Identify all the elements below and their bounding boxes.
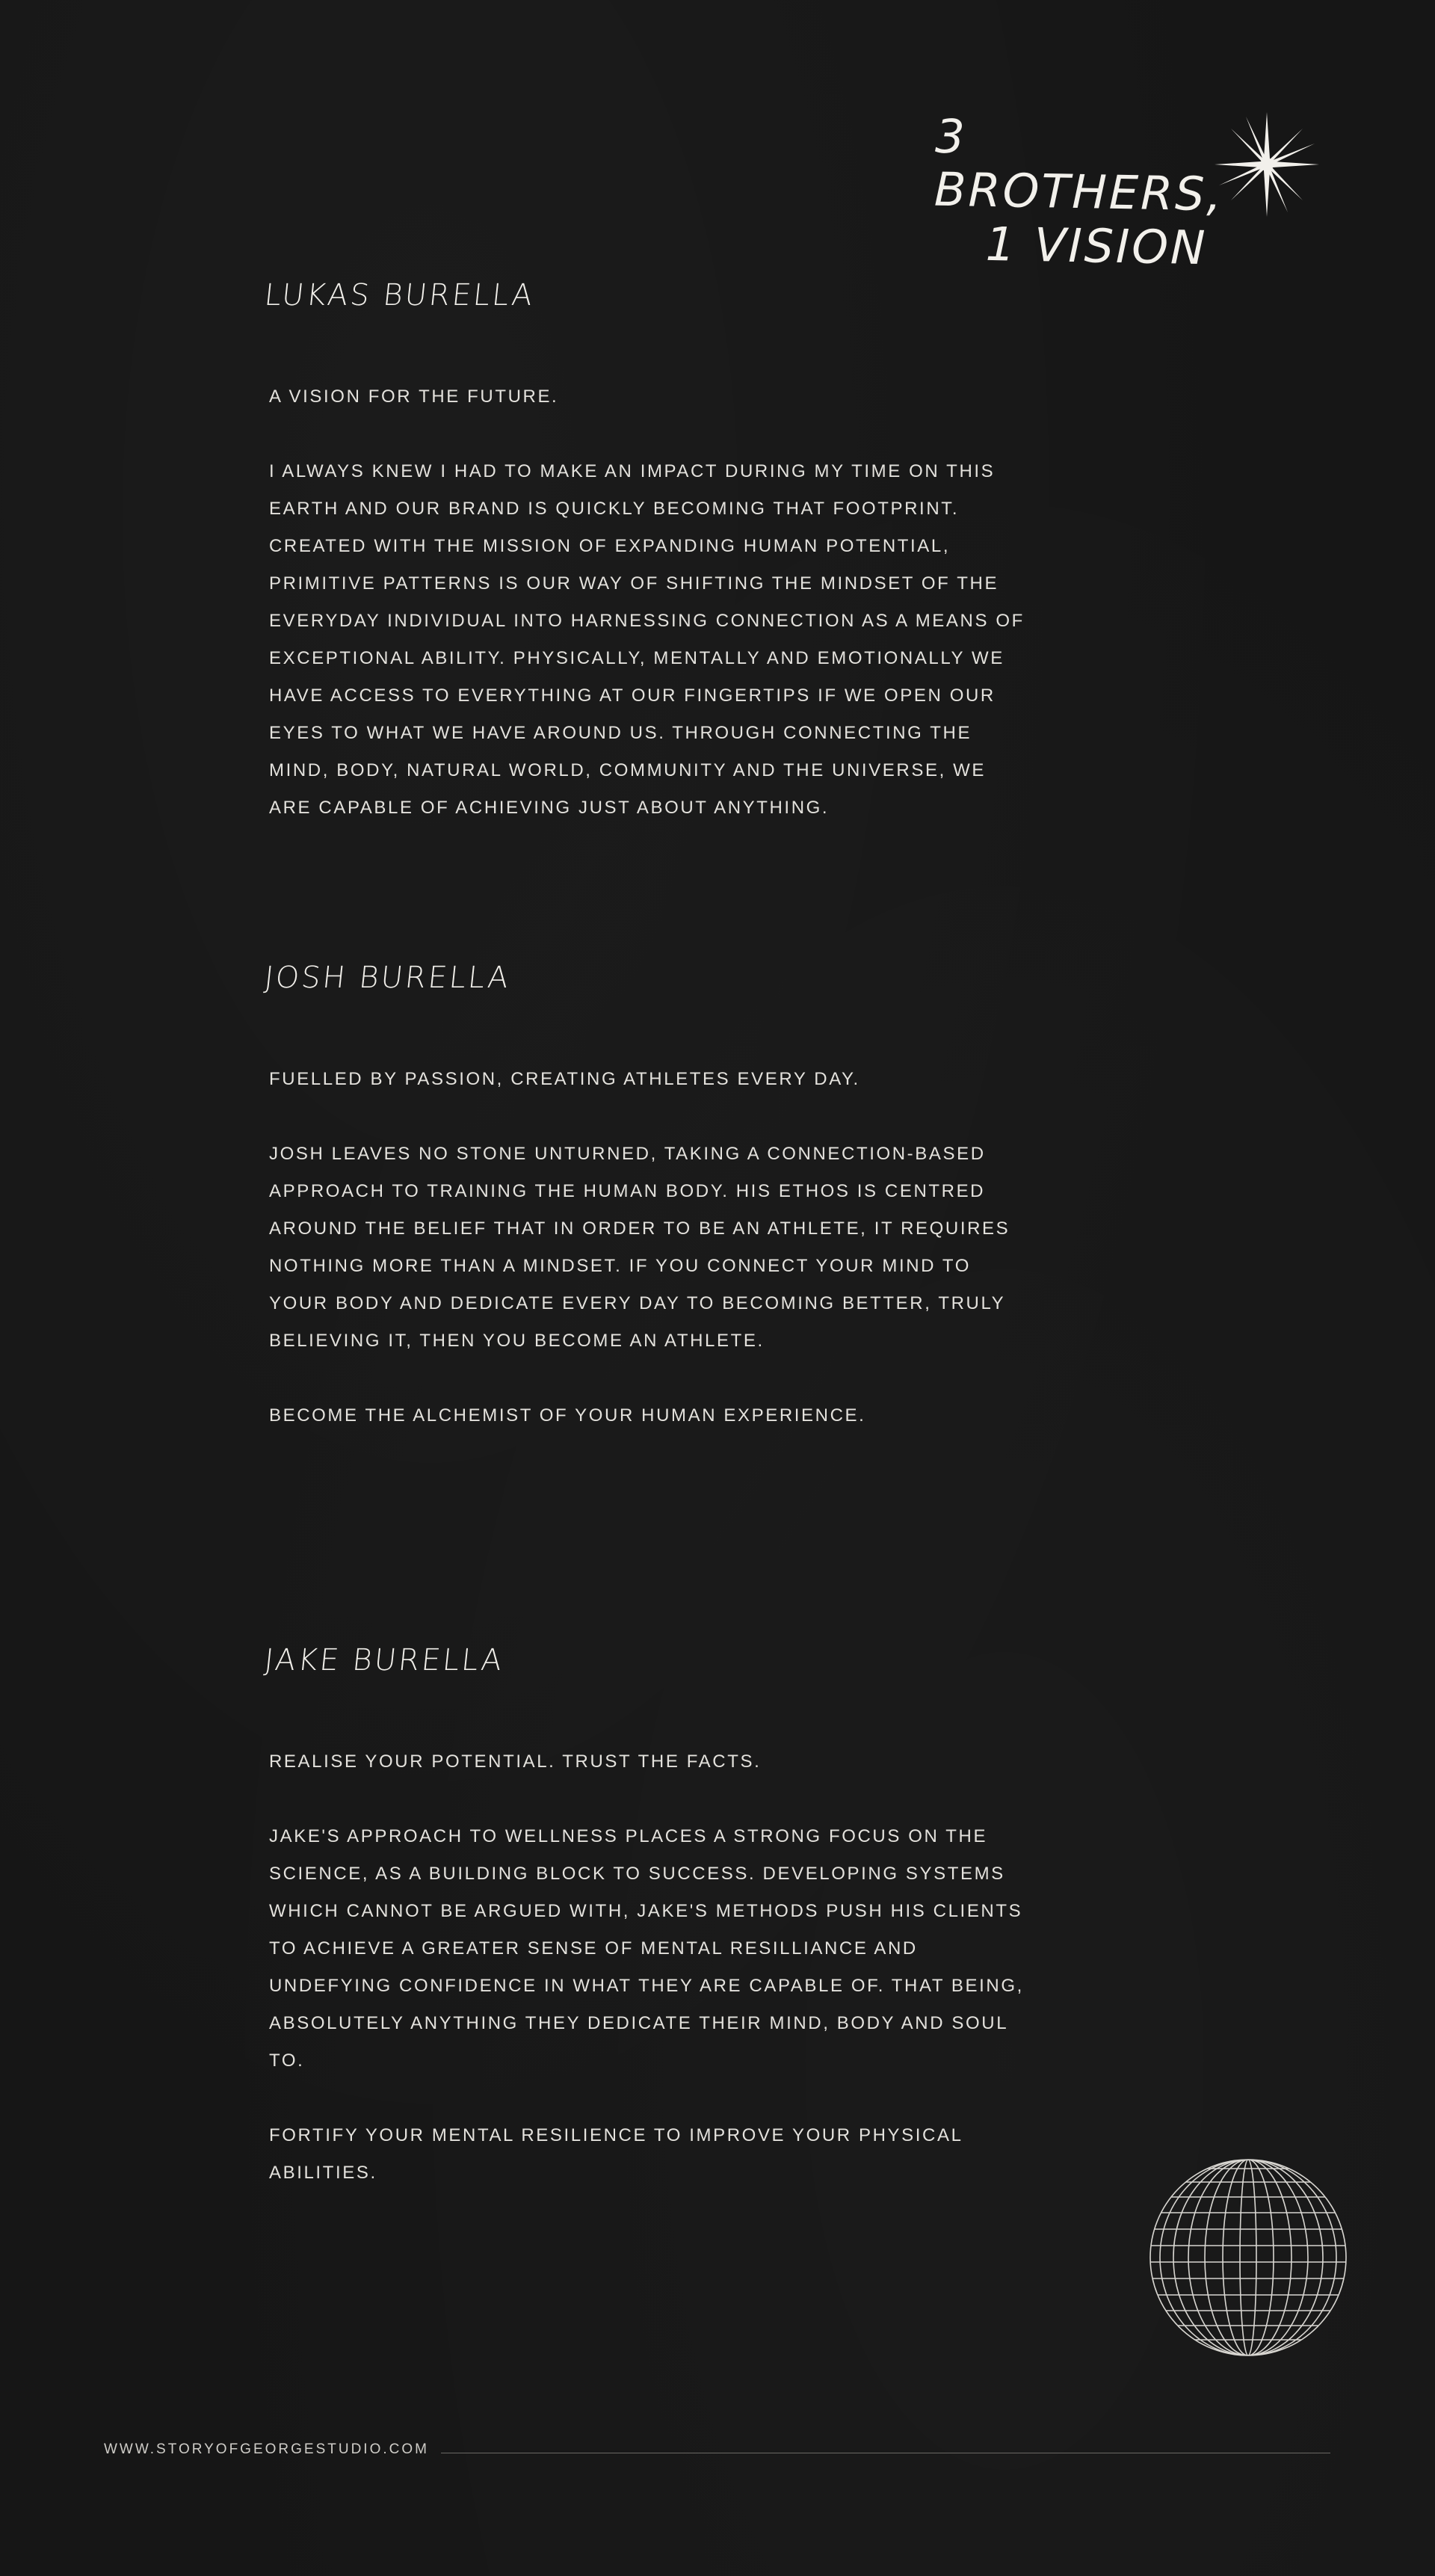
person-tagline: REALISE YOUR POTENTIAL. TRUST THE FACTS. (269, 1751, 762, 1772)
wireframe-globe-icon (1147, 2157, 1349, 2358)
person-closing: BECOME THE ALCHEMIST OF YOUR HUMAN EXPERIENCE. (269, 1405, 866, 1426)
person-bio: I ALWAYS KNEW I HAD TO MAKE AN IMPACT DURING MY TIME ON THIS EARTH AND OUR BRAND IS QUICKLY BECOMING THAT FOOTPRINT. CREATED WITH THE MISSION OF EXPANDING HUMAN POTENTIAL, PRIMITIVE PATTERNS IS OUR WAY OF SHIFTING THE MINDSET OF THE EVERYDAY INDIVIDUAL INTO HARNESSING CONNECTION AS A MEANS OF EXCEPTIONAL ABILITY. PHYSICALLY, MENTALLY AND EMOTIONALLY WE HAVE ACCESS TO EVERYTHING AT OUR FINGERTIPS IF WE OPEN OUR EYES TO WHAT WE HAVE AROUND US. THROUGH CONNECTING THE MIND, BODY, NATURAL WORLD, COMMUNITY AND THE UNIVERSE, WE ARE CAPABLE OF ACHIEVING JUST ABOUT ANYTHING. (269, 461, 1025, 818)
section-josh (262, 961, 1031, 1435)
person-name: JOSH BURELLA (262, 961, 513, 995)
person-bio: JAKE'S APPROACH TO WELLNESS PLACES A STRONG FOCUS ON THE SCIENCE, AS A BUILDING BLOCK TO SUCCESS. DEVELOPING SYSTEMS WHICH CANNOT BE ARGUED WITH, JAKE'S METHODS PUSH HIS CLIENTS TO ACHIEVE A GREATER SENSE OF MENTAL RESILLIANCE AND UNDEFYING CONFIDENCE IN WHAT THEY ARE CAPABLE OF. THAT BEING, ABSOLUTELY ANYTHING THEY DEDICATE THEIR MIND, BODY AND SOUL TO. (269, 1826, 1024, 2071)
person-tagline: FUELLED BY PASSION, CREATING ATHLETES EVERY DAY. (269, 1069, 860, 1089)
person-name: JAKE BURELLA (262, 1643, 506, 1677)
person-name: LUKAS BURELLA (262, 278, 537, 312)
person-tagline: A VISION FOR THE FUTURE. (269, 386, 559, 407)
headline-line-2: 1 VISION (985, 216, 1209, 275)
sparkle-star-icon (1215, 112, 1319, 217)
person-closing: FORTIFY YOUR MENTAL RESILIENCE TO IMPROVE YOUR PHYSICAL ABILITIES. (269, 2125, 963, 2183)
person-bio: JOSH LEAVES NO STONE UNTURNED, TAKING A CONNECTION-BASED APPROACH TO TRAINING THE HUMAN BODY. HIS ETHOS IS CENTRED AROUND THE BELIEF THAT IN ORDER TO BE AN ATHLETE, IT REQUIRES NOTHING MORE THAN A MINDSET. IF YOU CONNECT YOUR MIND TO YOUR BODY AND DEDICATE EVERY DAY TO BECOMING BETTER, TRULY BELIEVING IT, THEN YOU BECOME AN ATHLETE. (269, 1144, 1010, 1351)
section-lukas (262, 278, 1031, 827)
page-headline (933, 108, 1224, 275)
section-jake (262, 1643, 1031, 2192)
headline-line-1: 3 BROTHERS, (933, 108, 1224, 222)
footer-website-url: WWW.STORYOFGEORGESTUDIO.COM (104, 2441, 429, 2457)
